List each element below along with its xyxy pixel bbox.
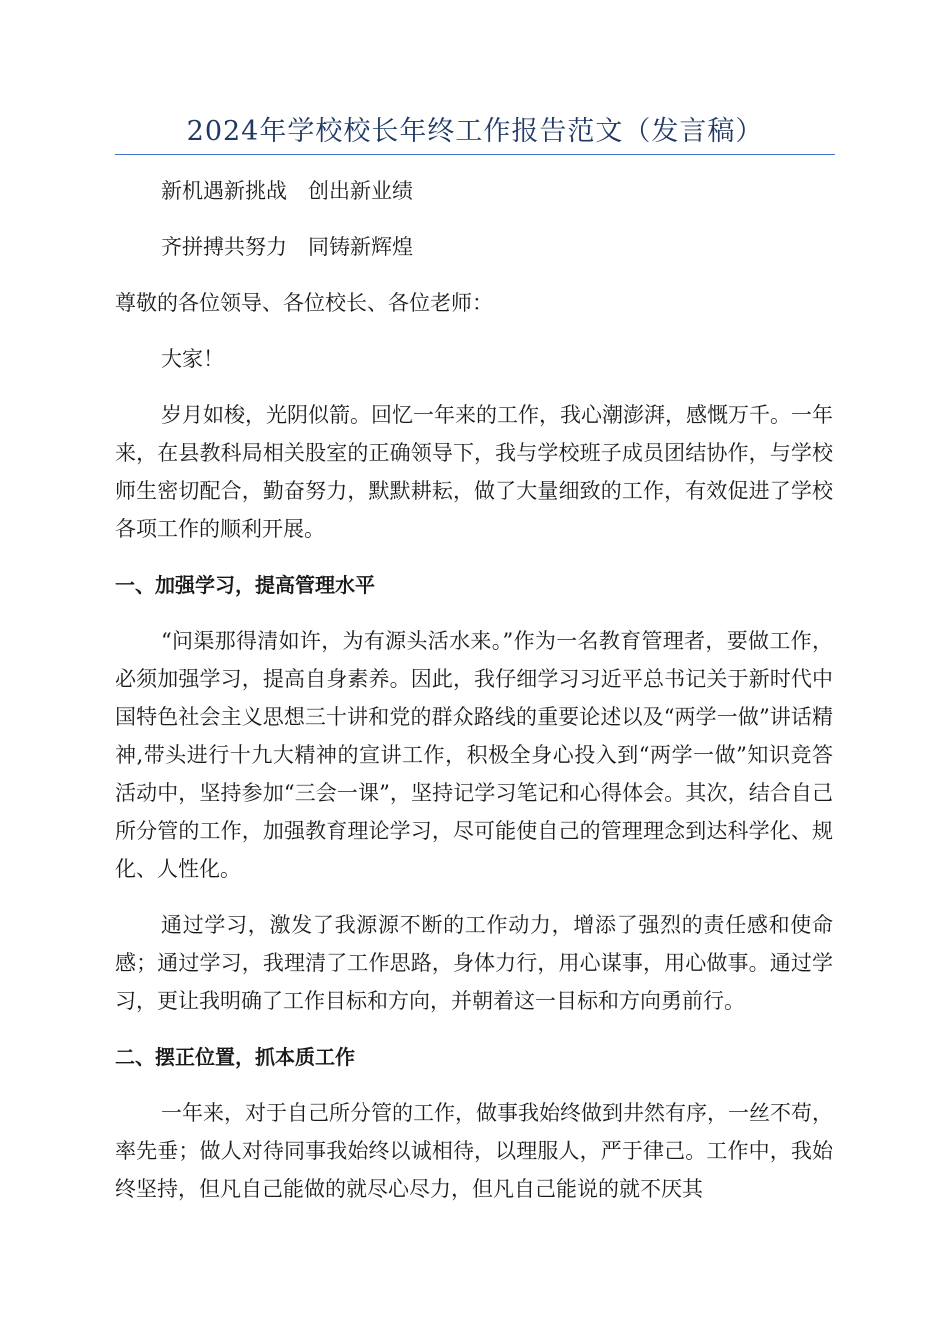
- document-title: 2024年学校校长年终工作报告范文（发言稿）: [186, 116, 764, 147]
- document-body: [115, 172, 833, 1208]
- intro-paragraph: 岁月如梭，光阴似箭。回忆一年来的工作，我心潮澎湃，感慨万千。一年来，在县教科局相关股室的正确领导下，我与学校班子成员团结协作，与学校师生密切配合，勤奋努力，默默耕耘，做了大量细致的工作，有效促进了学校各项工作的顺利开展。: [115, 403, 833, 541]
- section-1-heading: 一、加强学习，提高管理水平: [115, 573, 375, 597]
- salutation: 尊敬的各位领导、各位校长、各位老师：: [115, 291, 493, 315]
- section-2-heading: 二、摆正位置，抓本质工作: [115, 1045, 355, 1069]
- section-2-paragraph-1: 一年来，对于自己所分管的工作，做事我始终做到井然有序，一丝不苟，率先垂；做人对待同事我始终以诚相待，以理服人，严于律己。工作中，我始终坚持，但凡自己能做的就尽心尽力，但凡自己能说的就不厌其: [115, 1101, 833, 1201]
- greeting: 大家！: [161, 347, 224, 371]
- section-1-paragraph-1: “问渠那得清如许，为有源头活水来。”作为一名教育管理者，要做工作，必须加强学习，提高自身素养。因此，我仔细学习习近平总书记关于新时代中国特色社会主义思想三十讲和党的群众路线的重要论述以及“两学一做”讲话精神,带头进行十九大精神的宣讲工作，积极全身心投入到“两学一做”知识竞答活动中，坚持参加“三会一课”，坚持记学习笔记和心得体会。其次，结合自己所分管的工作，加强教育理论学习，尽可能使自己的管理理念到达科学化、规化、人性化。: [115, 629, 833, 881]
- slogan-line-1: 新机遇新挑战 创出新业绩: [161, 179, 413, 203]
- section-1-paragraph-2: 通过学习，激发了我源源不断的工作动力，增添了强烈的责任感和使命感；通过学习，我理清了工作思路，身体力行，用心谋事，用心做事。通过学习，更让我明确了工作目标和方向，并朝着这一目标和方向勇前行。: [115, 913, 833, 1013]
- title-underline: [115, 154, 835, 155]
- slogan-line-2: 齐拼搏共努力 同铸新辉煌: [161, 235, 413, 259]
